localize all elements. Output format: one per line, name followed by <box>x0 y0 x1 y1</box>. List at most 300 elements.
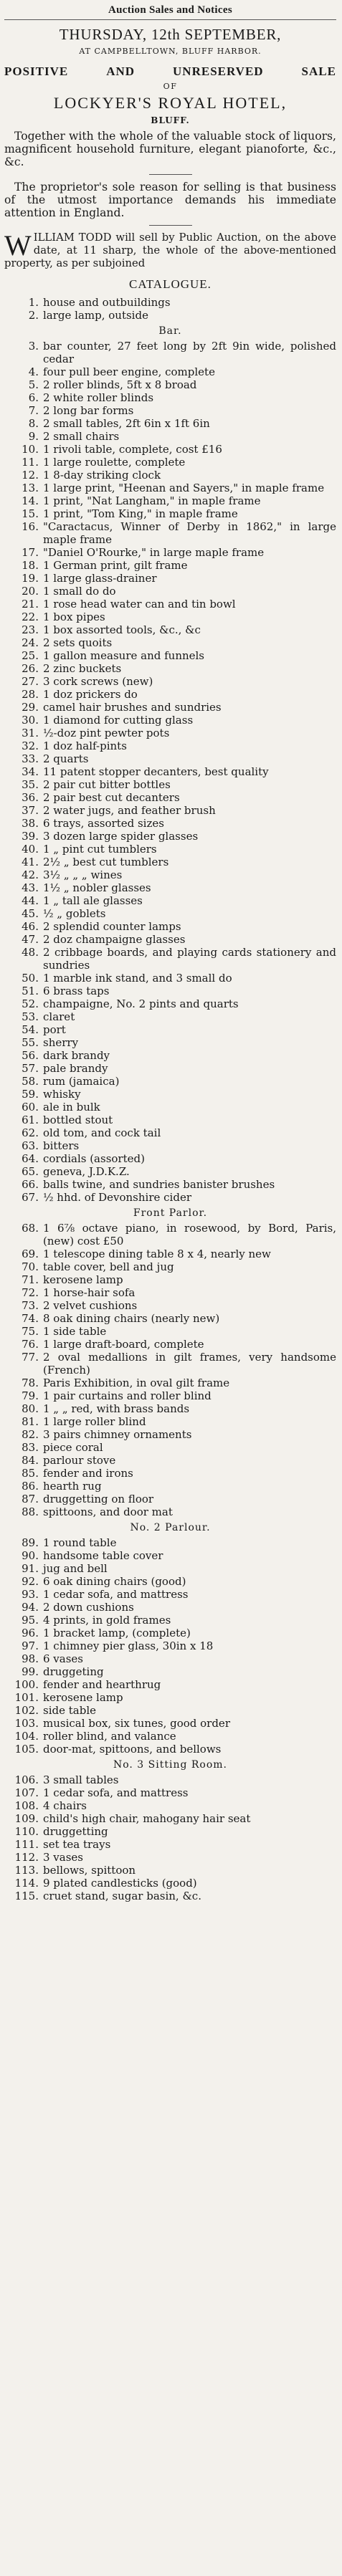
lot-number: 36. <box>22 791 39 804</box>
lot-number: 79. <box>22 1389 39 1402</box>
catalogue-item <box>4 1601 336 1614</box>
lot-description: house and outbuildings <box>43 296 171 309</box>
catalogue-item <box>4 1825 336 1838</box>
catalogue-item <box>4 1575 336 1588</box>
catalogue-item <box>4 1062 336 1075</box>
lot-description: "Caractacus, Winner of Derby in 1862," in large maple frame <box>43 520 336 546</box>
lot-description: 1 telescope dining table 8 x 4, nearly new <box>43 1248 271 1260</box>
catalogue-item <box>4 1627 336 1639</box>
lot-description: 1 cedar sofa, and mattress <box>43 1786 189 1799</box>
catalogue-item <box>4 1704 336 1717</box>
catalogue-heading: CATALOGUE. <box>129 277 212 291</box>
lot-description: old tom, and cock tail <box>43 1126 161 1139</box>
lot-description: 2 velvet cushions <box>43 1299 138 1312</box>
lot-number: 104. <box>14 1730 39 1743</box>
lot-description: ½-doz pint pewter pots <box>43 727 170 739</box>
lot-description: 2 oval medallions in gilt frames, very handsome (French) <box>43 1351 336 1376</box>
lot-description: 2 roller blinds, 5ft x 8 broad <box>43 378 197 391</box>
lot-number: 11. <box>22 456 39 469</box>
catalogue-item <box>4 1717 336 1730</box>
catalogue-item <box>4 1351 336 1376</box>
lot-description: 2 water jugs, and feather brush <box>43 804 216 817</box>
lot-number: 57. <box>22 1062 39 1075</box>
catalogue-item <box>4 752 336 765</box>
section-heading: Front Parlor. <box>133 1207 208 1219</box>
lot-description: table cover, bell and jug <box>43 1260 174 1273</box>
lot-description: 1 chimney pier glass, 30in x 18 <box>43 1639 214 1652</box>
catalogue-item <box>4 1441 336 1454</box>
catalogue-item <box>4 1273 336 1286</box>
lot-number: 47. <box>22 933 39 946</box>
lot-number: 48. <box>22 946 39 959</box>
lot-description: 2 doz champaigne glasses <box>43 933 186 946</box>
catalogue-item <box>4 1049 336 1062</box>
lot-number: 35. <box>22 778 39 791</box>
lot-description: 6 brass taps <box>43 985 110 997</box>
catalogue-list <box>4 296 336 1902</box>
lot-description: ale in bulk <box>43 1101 100 1114</box>
lot-number: 91. <box>22 1562 39 1575</box>
lot-number: 102. <box>14 1704 39 1717</box>
lot-description: 2 down cushions <box>43 1601 134 1614</box>
lot-number: 63. <box>22 1139 39 1152</box>
lot-number: 78. <box>22 1376 39 1389</box>
lot-description: 9 plated candlesticks (good) <box>43 1877 197 1890</box>
catalogue-item <box>4 727 336 739</box>
catalogue-item <box>4 1838 336 1851</box>
lot-number: 5. <box>28 378 39 391</box>
lot-number: 62. <box>22 1126 39 1139</box>
lot-number: 14. <box>22 494 39 507</box>
lot-number: 82. <box>22 1428 39 1441</box>
lot-description: 1 horse-hair sofa <box>43 1286 136 1299</box>
lot-number: 41. <box>22 856 39 868</box>
lot-number: 99. <box>22 1665 39 1678</box>
lot-number: 7. <box>28 404 39 417</box>
column-header: Auction Sales and Notices <box>4 0 336 20</box>
lot-number: 108. <box>14 1799 39 1812</box>
lot-description: child's high chair, mahogany hair seat <box>43 1812 251 1825</box>
catalogue-item <box>4 1851 336 1864</box>
lot-number: 98. <box>22 1652 39 1665</box>
catalogue-item <box>4 1023 336 1036</box>
lot-description: 1 large roulette, complete <box>43 456 186 469</box>
lot-description: fender and irons <box>43 1467 133 1480</box>
lot-number: 70. <box>22 1260 39 1273</box>
lot-number: 24. <box>22 636 39 649</box>
catalogue-item <box>4 482 336 494</box>
lot-number: 60. <box>22 1101 39 1114</box>
lot-number: 68. <box>22 1222 39 1235</box>
lot-description: 8 oak dining chairs (nearly new) <box>43 1312 220 1325</box>
lot-number: 87. <box>22 1493 39 1505</box>
lot-number: 40. <box>22 843 39 856</box>
lot-number: 83. <box>22 1441 39 1454</box>
lot-description: 1 pair curtains and roller blind <box>43 1389 212 1402</box>
lot-description: 1 „ pint cut tumblers <box>43 843 157 856</box>
lot-description: 1 large roller blind <box>43 1415 146 1428</box>
catalogue-item <box>4 1639 336 1652</box>
lot-number: 80. <box>22 1402 39 1415</box>
lot-description: whisky <box>43 1088 81 1101</box>
lot-number: 61. <box>22 1114 39 1126</box>
lot-number: 12. <box>22 469 39 482</box>
lot-description: kerosene lamp <box>43 1691 123 1704</box>
lot-number: 89. <box>22 1536 39 1549</box>
lot-number: 86. <box>22 1480 39 1493</box>
lot-number: 18. <box>22 559 39 572</box>
lot-number: 56. <box>22 1049 39 1062</box>
lot-description: kerosene lamp <box>43 1273 123 1286</box>
lot-number: 112. <box>14 1851 39 1864</box>
lot-description: bar counter, 27 feet long by 2ft 9in wide, polished cedar <box>43 340 336 365</box>
lot-description: 1 doz prickers do <box>43 688 138 701</box>
lot-number: 3. <box>28 340 39 353</box>
lot-number: 71. <box>22 1273 39 1286</box>
lot-description: 1 rose head water can and tin bowl <box>43 598 236 611</box>
catalogue-item <box>4 933 336 946</box>
lot-number: 53. <box>22 1010 39 1023</box>
sale-word: SALE <box>301 64 336 78</box>
lot-description: 1 German print, gilt frame <box>43 559 188 572</box>
lot-description: 2 quarts <box>43 752 89 765</box>
catalogue-item <box>4 1890 336 1902</box>
lot-number: 64. <box>22 1152 39 1165</box>
catalogue-item <box>4 296 336 309</box>
catalogue-item <box>4 572 336 585</box>
catalogue-item <box>4 1338 336 1351</box>
lot-number: 85. <box>22 1467 39 1480</box>
section-heading: No. 3 Sitting Room. <box>113 1759 228 1771</box>
lot-number: 67. <box>22 1191 39 1204</box>
lot-number: 66. <box>22 1178 39 1191</box>
catalogue-item <box>4 1191 336 1204</box>
lot-number: 103. <box>14 1717 39 1730</box>
lot-description: 2 long bar forms <box>43 404 134 417</box>
lot-number: 32. <box>22 739 39 752</box>
lot-number: 72. <box>22 1286 39 1299</box>
sale-date-title: THURSDAY, 12th SEPTEMBER, <box>59 26 282 43</box>
catalogue-item <box>4 907 336 920</box>
catalogue-item <box>4 1467 336 1480</box>
lot-description: handsome table cover <box>43 1549 163 1562</box>
lot-number: 106. <box>14 1773 39 1786</box>
lot-number: 26. <box>22 662 39 675</box>
lot-description: cordials (assorted) <box>43 1152 145 1165</box>
lot-description: 2 zinc buckets <box>43 662 122 675</box>
catalogue-item <box>4 1505 336 1518</box>
lot-description: 1 gallon measure and funnels <box>43 649 205 662</box>
catalogue-item <box>4 559 336 572</box>
catalogue-item <box>4 1799 336 1812</box>
lot-description: 1 box pipes <box>43 611 105 623</box>
lot-number: 16. <box>22 520 39 533</box>
catalogue-item <box>4 1691 336 1704</box>
catalogue-item <box>4 1222 336 1248</box>
lot-number: 90. <box>22 1549 39 1562</box>
lot-number: 107. <box>14 1786 39 1799</box>
catalogue-item <box>4 1088 336 1101</box>
catalogue-item <box>4 1286 336 1299</box>
lot-description: 6 oak dining chairs (good) <box>43 1575 186 1588</box>
lot-number: 42. <box>22 868 39 881</box>
lot-description: sherry <box>43 1036 79 1049</box>
catalogue-item <box>4 765 336 778</box>
section-heading: Bar. <box>158 325 182 337</box>
catalogue-item <box>4 598 336 611</box>
lot-number: 28. <box>22 688 39 701</box>
catalogue-item <box>4 997 336 1010</box>
lot-number: 92. <box>22 1575 39 1588</box>
catalogue-item <box>4 430 336 443</box>
lot-description: Paris Exhibition, in oval gilt frame <box>43 1376 230 1389</box>
lot-description: roller blind, and valance <box>43 1730 176 1743</box>
catalogue-item <box>4 1139 336 1152</box>
catalogue-item <box>4 1312 336 1325</box>
auction-text: ILLIAM TODD will sell by Public Auction, on the above date, at 11 sharp, the whole of the above-mentioned property, as per subjoined <box>4 231 336 269</box>
lot-description: large lamp, outside <box>43 309 148 322</box>
catalogue-item <box>4 1075 336 1088</box>
catalogue-item <box>4 1010 336 1023</box>
catalogue-item <box>4 623 336 636</box>
lot-number: 96. <box>22 1627 39 1639</box>
catalogue-item <box>4 791 336 804</box>
catalogue-item <box>4 894 336 907</box>
auction-paragraph <box>4 231 336 270</box>
proprietor-paragraph: The proprietor's sole reason for selling is that business of the utmost importance demands his immediate attention in England. <box>4 181 336 219</box>
catalogue-item <box>4 1389 336 1402</box>
lot-number: 29. <box>22 701 39 714</box>
lot-number: 43. <box>22 881 39 894</box>
catalogue-item <box>4 714 336 727</box>
catalogue-item <box>4 378 336 391</box>
lot-description: 1 6⅞ octave piano, in rosewood, by Bord, Paris, (new) cost £50 <box>43 1222 336 1248</box>
lot-description: 11 patent stopper decanters, best quality <box>43 765 269 778</box>
catalogue-item <box>4 1454 336 1467</box>
lot-number: 25. <box>22 649 39 662</box>
sale-location: AT CAMPBELLTOWN, BLUFF HARBOR. <box>79 47 262 56</box>
lot-description: 2 small chairs <box>43 430 120 443</box>
catalogue-item <box>4 443 336 456</box>
catalogue-item <box>4 417 336 430</box>
lot-number: 59. <box>22 1088 39 1101</box>
catalogue-item <box>4 1325 336 1338</box>
lot-number: 38. <box>22 817 39 830</box>
lot-description: 2½ „ best cut tumblers <box>43 856 169 868</box>
catalogue-item <box>4 636 336 649</box>
catalogue-item <box>4 1114 336 1126</box>
lot-description: 2 cribbage boards, and playing cards stationery and sundries <box>43 946 336 972</box>
catalogue-item <box>4 469 336 482</box>
lot-description: ½ „ goblets <box>43 907 106 920</box>
lot-description: 1 print, "Tom King," in maple frame <box>43 507 238 520</box>
lot-number: 101. <box>14 1691 39 1704</box>
lot-number: 9. <box>28 430 39 443</box>
lot-description: musical box, six tunes, good order <box>43 1717 230 1730</box>
lot-description: set tea trays <box>43 1838 111 1851</box>
lot-number: 6. <box>28 391 39 404</box>
lot-description: 4 chairs <box>43 1799 87 1812</box>
sale-word: UNRESERVED <box>173 64 264 78</box>
catalogue-item <box>4 365 336 378</box>
catalogue-item <box>4 1877 336 1890</box>
lot-description: druggetting on floor <box>43 1493 154 1505</box>
catalogue-item <box>4 701 336 714</box>
catalogue-item <box>4 507 336 520</box>
lot-description: camel hair brushes and sundries <box>43 701 222 714</box>
lot-description: 2 pair cut bitter bottles <box>43 778 171 791</box>
lot-description: champaigne, No. 2 pints and quarts <box>43 997 239 1010</box>
catalogue-item <box>4 843 336 856</box>
lot-number: 93. <box>22 1588 39 1601</box>
lot-number: 20. <box>22 585 39 598</box>
catalogue-item <box>4 1588 336 1601</box>
lot-number: 94. <box>22 1601 39 1614</box>
catalogue-item <box>4 1493 336 1505</box>
lot-number: 19. <box>22 572 39 585</box>
catalogue-item <box>4 1376 336 1389</box>
lot-number: 75. <box>22 1325 39 1338</box>
lot-description: 1 cedar sofa, and mattress <box>43 1588 189 1601</box>
catalogue-item <box>4 739 336 752</box>
lot-description: druggetting <box>43 1825 108 1838</box>
catalogue-item <box>4 868 336 881</box>
lot-description: rum (jamaica) <box>43 1075 120 1088</box>
lot-description: pale brandy <box>43 1062 108 1075</box>
catalogue-item <box>4 1480 336 1493</box>
catalogue-item <box>4 778 336 791</box>
catalogue-item <box>4 817 336 830</box>
lot-description: balls twine, and sundries banister brushes <box>43 1178 275 1191</box>
lot-number: 69. <box>22 1248 39 1260</box>
lot-number: 22. <box>22 611 39 623</box>
lot-description: 1 diamond for cutting glass <box>43 714 194 727</box>
lot-description: door-mat, spittoons, and bellows <box>43 1743 222 1756</box>
lot-number: 110. <box>14 1825 39 1838</box>
lot-number: 58. <box>22 1075 39 1088</box>
lot-description: 1 large draft-board, complete <box>43 1338 204 1351</box>
catalogue-item <box>4 649 336 662</box>
catalogue-item <box>4 404 336 417</box>
lot-description: geneva, J.D.K.Z. <box>43 1165 130 1178</box>
lot-number: 8. <box>28 417 39 430</box>
lot-number: 51. <box>22 985 39 997</box>
lot-description: 3 dozen large spider glasses <box>43 830 199 843</box>
lot-description: ½ hhd. of Devonshire cider <box>43 1191 192 1204</box>
lot-description: "Daniel O'Rourke," in large maple frame <box>43 546 265 559</box>
intro-paragraph: Together with the whole of the valuable stock of liquors, magnificent household furniture, elegant pianoforte, &c., &c. <box>4 130 336 168</box>
catalogue-item <box>4 1812 336 1825</box>
lot-number: 77. <box>22 1351 39 1364</box>
lot-description: 1 print, "Nat Langham," in maple frame <box>43 494 261 507</box>
sale-word: POSITIVE <box>4 64 69 78</box>
catalogue-item <box>4 1678 336 1691</box>
catalogue-item <box>4 1428 336 1441</box>
lot-description: 1 8-day striking clock <box>43 469 161 482</box>
lot-description: piece coral <box>43 1441 103 1454</box>
catalogue-item <box>4 494 336 507</box>
lot-description: 2 white roller blinds <box>43 391 154 404</box>
catalogue-item <box>4 1730 336 1743</box>
lot-number: 37. <box>22 804 39 817</box>
lot-number: 114. <box>14 1877 39 1890</box>
lot-number: 4. <box>28 365 39 378</box>
catalogue-item <box>4 1248 336 1260</box>
catalogue-item <box>4 1549 336 1562</box>
lot-number: 55. <box>22 1036 39 1049</box>
catalogue-item <box>4 546 336 559</box>
catalogue-item <box>4 1101 336 1114</box>
catalogue-item <box>4 1178 336 1191</box>
lot-number: 27. <box>22 675 39 688</box>
lot-number: 100. <box>14 1678 39 1691</box>
catalogue-item <box>4 881 336 894</box>
lot-number: 1. <box>28 296 39 309</box>
lot-description: 1 round table <box>43 1536 117 1549</box>
lot-description: 6 trays, assorted sizes <box>43 817 164 830</box>
lot-description: side table <box>43 1704 96 1717</box>
of-line: OF <box>163 82 178 91</box>
catalogue-item <box>4 309 336 322</box>
lot-description: 1 doz half-pints <box>43 739 127 752</box>
lot-number: 84. <box>22 1454 39 1467</box>
lot-number: 113. <box>14 1864 39 1877</box>
lot-description: claret <box>43 1010 75 1023</box>
lot-description: jug and bell <box>43 1562 108 1575</box>
lot-number: 111. <box>14 1838 39 1851</box>
lot-description: bellows, spittoon <box>43 1864 136 1877</box>
lot-number: 97. <box>22 1639 39 1652</box>
catalogue-item <box>4 920 336 933</box>
lot-number: 30. <box>22 714 39 727</box>
catalogue-item <box>4 675 336 688</box>
lot-number: 88. <box>22 1505 39 1518</box>
lot-description: cruet stand, sugar basin, &c. <box>43 1890 201 1902</box>
hotel-place: BLUFF. <box>151 115 190 125</box>
lot-number: 45. <box>22 907 39 920</box>
lot-number: 21. <box>22 598 39 611</box>
lot-number: 65. <box>22 1165 39 1178</box>
lot-description: 2 small tables, 2ft 6in x 1ft 6in <box>43 417 210 430</box>
lot-number: 109. <box>14 1812 39 1825</box>
lot-number: 73. <box>22 1299 39 1312</box>
lot-description: 1 bracket lamp, (complete) <box>43 1627 191 1639</box>
catalogue-item <box>4 520 336 546</box>
catalogue-item <box>4 1652 336 1665</box>
lot-description: 1 large print, "Heenan and Sayers," in maple frame <box>43 482 325 494</box>
lot-description: 2 splendid counter lamps <box>43 920 181 933</box>
lot-description: four pull beer engine, complete <box>43 365 215 378</box>
catalogue-item <box>4 1402 336 1415</box>
lot-number: 54. <box>22 1023 39 1036</box>
catalogue-item <box>4 985 336 997</box>
lot-number: 74. <box>22 1312 39 1325</box>
lot-description: 1 side table <box>43 1325 107 1338</box>
lot-description: 2 pair best cut decanters <box>43 791 180 804</box>
lot-number: 2. <box>28 309 39 322</box>
hotel-name: LOCKYER'S ROYAL HOTEL, <box>53 94 288 112</box>
catalogue-item <box>4 804 336 817</box>
catalogue-item <box>4 1299 336 1312</box>
lot-description: port <box>43 1023 66 1036</box>
catalogue-item <box>4 1864 336 1877</box>
lot-description: spittoons, and door mat <box>43 1505 173 1518</box>
catalogue-item <box>4 1536 336 1549</box>
catalogue-item <box>4 972 336 985</box>
lot-description: 2 sets quoits <box>43 636 113 649</box>
section-heading: No. 2 Parlour. <box>130 1522 211 1533</box>
divider <box>149 225 192 226</box>
